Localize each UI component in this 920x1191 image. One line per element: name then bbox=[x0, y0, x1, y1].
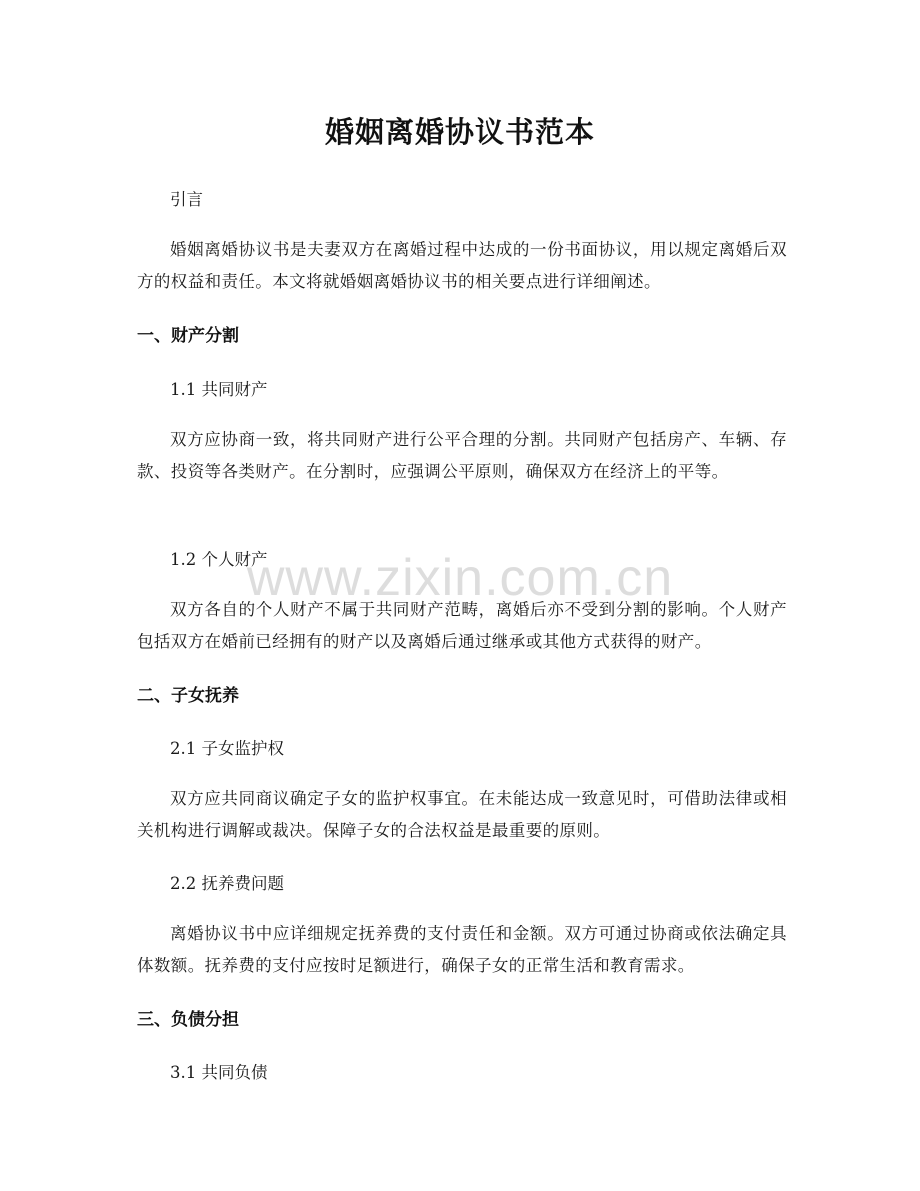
section-heading-debt: 三、负债分担 bbox=[137, 1010, 239, 1030]
document-title: 婚姻离婚协议书范本 bbox=[324, 115, 595, 149]
paragraph-joint-property: 双方应协商一致，将共同财产进行公平合理的分割。共同财产包括房产、车辆、存款、投资等各类财产。在分割时，应强调公平原则，确保双方在经济上的平等。 bbox=[137, 430, 787, 481]
section-heading-child-custody: 二、子女抚养 bbox=[137, 686, 239, 706]
paragraph-child-support: 离婚协议书中应详细规定抚养费的支付责任和金额。双方可通过协商或依法确定具体数额。抚养费的支付应按时足额进行，确保子女的正常生活和教育需求。 bbox=[137, 924, 787, 975]
watermark: www.zixin.com.cn bbox=[246, 549, 674, 607]
paragraph-guardianship: 双方应共同商议确定子女的监护权事宜。在未能达成一致意见时，可借助法律或相关机构进行调解或裁决。保障子女的合法权益是最重要的原则。 bbox=[137, 789, 787, 840]
intro-paragraph: 婚姻离婚协议书是夫妻双方在离婚过程中达成的一份书面协议，用以规定离婚后双方的权益和责任。本文将就婚姻离婚协议书的相关要点进行详细阐述。 bbox=[137, 240, 787, 291]
section-heading-property: 一、财产分割 bbox=[137, 326, 239, 346]
subsection-label-child-support: 2.2 抚养费问题 bbox=[170, 874, 284, 893]
subsection-label-joint-debt: 3.1 共同负债 bbox=[170, 1063, 268, 1082]
subsection-label-guardianship: 2.1 子女监护权 bbox=[170, 739, 284, 758]
paragraph-personal-property: 双方各自的个人财产不属于共同财产范畴，离婚后亦不受到分割的影响。个人财产包括双方在婚前已经拥有的财产以及离婚后通过继承或其他方式获得的财产。 bbox=[137, 600, 787, 651]
subsection-label-personal-property: 1.2 个人财产 bbox=[170, 550, 268, 569]
intro-label: 引言 bbox=[170, 190, 203, 209]
subsection-label-joint-property: 1.1 共同财产 bbox=[170, 380, 268, 399]
